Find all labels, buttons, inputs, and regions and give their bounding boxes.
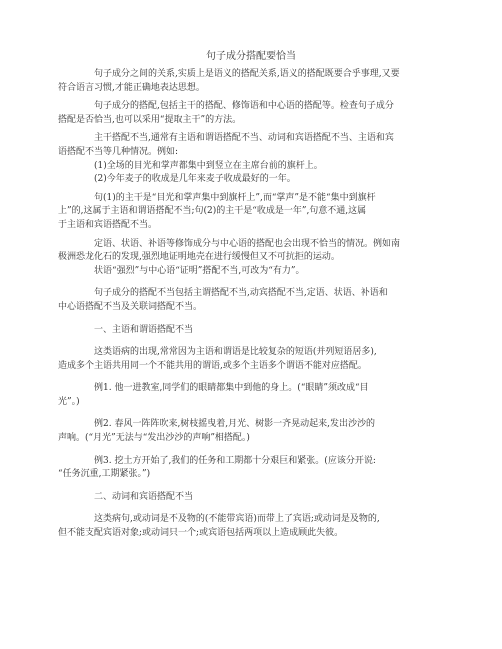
paragraph xyxy=(58,100,426,127)
paragraph-line: 例2. 春风一阵阵吹来,树枝摇曳着,月光、树影一齐晃动起来,发出沙沙的 xyxy=(94,419,376,430)
paragraph-line: 定语、状语、补语等修饰成分与中心语的搭配也会出现不恰当的情况。例如南 xyxy=(94,238,401,249)
paragraph xyxy=(76,491,426,505)
paragraph-line: 这类病句,或动词是不及物的(不能带宾语)而带上了宾语;或动词是及物的, xyxy=(94,514,380,525)
paragraph-line: 光”。) xyxy=(58,396,80,407)
paragraph-line: (1)全场的目光和掌声都集中到竖立在主席台前的旗杆上。 xyxy=(94,160,323,171)
paragraph xyxy=(76,265,426,279)
paragraph xyxy=(58,192,426,233)
paragraph-line: 句子成分的搭配不当包括主谓搭配不当,动宾搭配不当,定语、状语、补语和 xyxy=(94,288,388,299)
paragraph-line: 但不能支配宾语对象;或动词只一个;或宾语包括两项以上造成顾此失彼。 xyxy=(58,528,344,539)
paragraph-line: 例1. 他一进教室,同学们的眼睛都集中到他的身上。(“眼睛”须改成“目 xyxy=(94,383,369,394)
paragraph-line: 造成多个主语共用同一个不能共用的谓语,或多个主语多个谓语不能对应搭配。 xyxy=(58,360,367,371)
paragraph xyxy=(58,455,426,482)
paragraph-line: 声响。(“月光”无法与“发出沙沙的声响”相搭配。) xyxy=(58,433,250,444)
paragraph-line: 例3. 挖土方开始了,我们的任务和工期都十分艰巨和紧张。(应该分开说: xyxy=(94,455,376,466)
paragraph-line: 句子成分之间的关系,实质上是语义的搭配关系,语义的搭配既要合乎事理,又要 xyxy=(94,69,400,79)
paragraph-line: 符合语言习惯,才能正确地表达思想。 xyxy=(58,82,205,93)
paragraph-line: 这类语病的出现,常常因为主语和谓语是比较复杂的短语(并列短语居多), xyxy=(94,347,377,358)
paragraph xyxy=(58,132,426,159)
paragraph xyxy=(58,238,426,265)
paragraph-line: 一、主语和谓语搭配不当 xyxy=(94,324,194,335)
paragraph-line: 二、动词和宾语搭配不当 xyxy=(94,491,194,502)
paragraph-line: 语搭配不当等几种情况。例如: xyxy=(58,146,179,157)
paragraph xyxy=(58,287,426,314)
paragraph-line: 极洲恐龙化石的发现,强烈地证明地壳在进行缓慢但又不可抗拒的运动。 xyxy=(58,252,340,263)
paragraph-line: 句(1)的主干是“目光和掌声集中到旗杆上”,而“掌声”是不能“集中到旗杆 xyxy=(94,192,376,203)
paragraph-line: 搭配是否恰当,也可以采用“提取主干”的方法。 xyxy=(58,114,242,125)
paragraph-line: 状语“强烈”与中心语“证明”搭配不当,可改为“有力”。 xyxy=(94,265,305,276)
paragraph xyxy=(58,346,426,373)
paragraph xyxy=(58,382,426,409)
document-body xyxy=(58,68,426,541)
paragraph xyxy=(58,418,426,445)
paragraph xyxy=(58,513,426,540)
paragraph xyxy=(58,68,426,95)
paragraph-line: 于主语和宾语搭配不当。 xyxy=(58,219,158,230)
paragraph xyxy=(76,324,426,338)
paragraph xyxy=(76,160,426,174)
paragraph-line: “任务沉重,工期紧张。”) xyxy=(58,469,151,480)
document-title: 句子成分搭配要恰当 xyxy=(206,51,296,62)
paragraph-line: 主干搭配不当,通常有主语和谓语搭配不当、动词和宾语搭配不当、主语和宾 xyxy=(94,133,394,144)
paragraph xyxy=(76,173,426,187)
paragraph-line: 上”的,这属于主语和谓语搭配不当;句(2)的主干是“收成是一年”,句意不通,这属 xyxy=(58,206,367,217)
paragraph-line: 句子成分的搭配,包括主干的搭配、修饰语和中心语的搭配等。检查句子成分 xyxy=(94,101,394,112)
paragraph-line: (2)今年麦子的收成是几年来麦子收成最好的一年。 xyxy=(94,174,296,185)
paragraph-line: 中心语搭配不当及关联词搭配不当。 xyxy=(58,301,203,312)
